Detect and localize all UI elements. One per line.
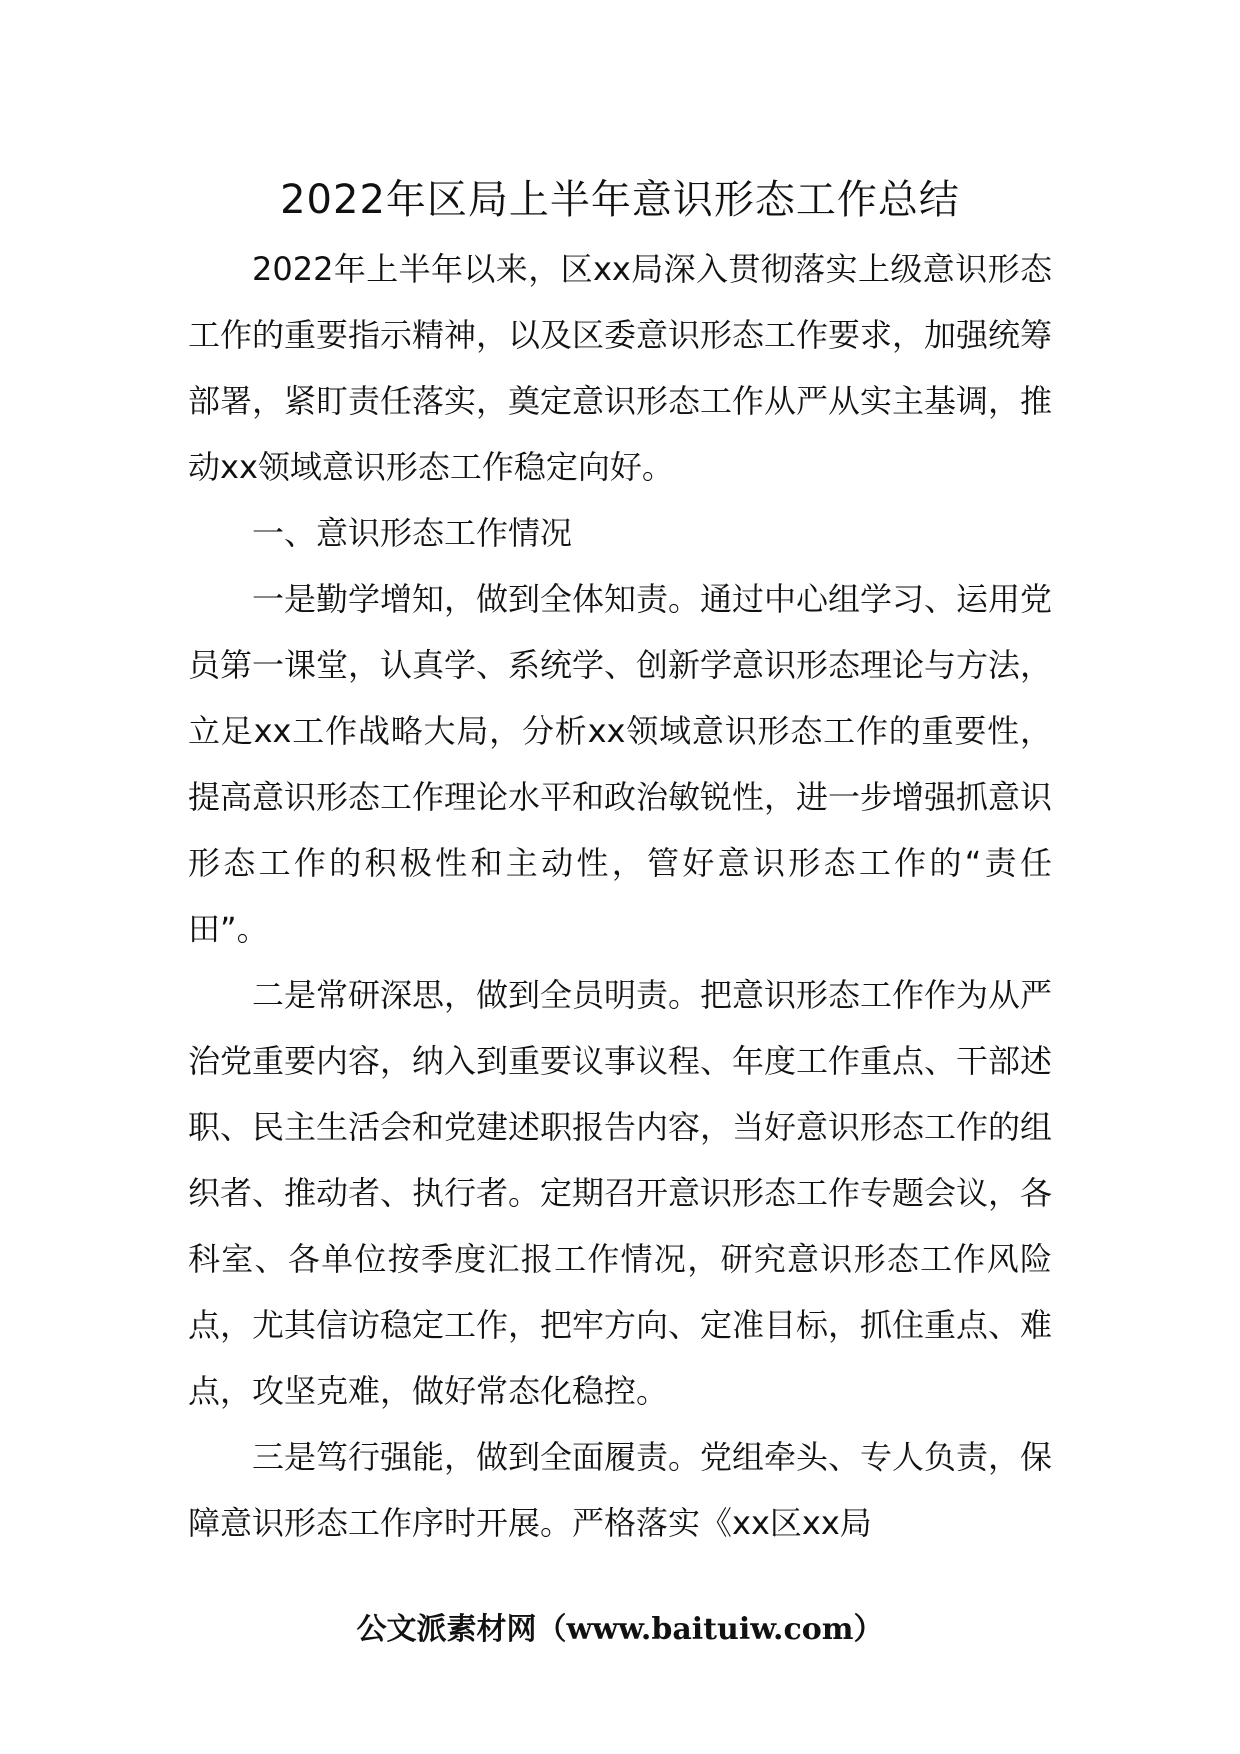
paragraph-point-one: 一是勤学增知，做到全体知责。通过中心组学习、运用党员第一课堂，认真学、系统学、创新学意识形态理论与方法，立足xx工作战略大局，分析xx领域意识形态工作的重要性，提高意识形态工作理论水平和政治敏锐性，进一步增强抓意识形态工作的积极性和主动性，管好意识形态工作的“责任田”。	[188, 580, 1053, 948]
document-body	[188, 236, 1052, 1556]
footer-watermark-text: 公文派素材网（www.baituiw.com）	[356, 1612, 884, 1647]
intro-paragraph: 2022年上半年以来，区xx局深入贯彻落实上级意识形态工作的重要指示精神，以及区委意识形态工作要求，加强统筹部署，紧盯责任落实，奠定意识形态工作从严从实主基调，推动xx领域意识形态工作稳定向好。	[188, 250, 1053, 486]
document-title: 2022年区局上半年意识形态工作总结	[280, 177, 960, 223]
paragraph-point-three: 三是笃行强能，做到全面履责。党组牵头、专人负责，保障意识形态工作序时开展。严格落实《xx区xx局	[188, 1438, 1053, 1542]
section-heading: 一、意识形态工作情况	[252, 514, 573, 552]
paragraph-point-two: 二是常研深思，做到全员明责。把意识形态工作作为从严治党重要内容，纳入到重要议事议程、年度工作重点、干部述职、民主生活会和党建述职报告内容，当好意识形态工作的组织者、推动者、执行者。定期召开意识形态工作专题会议，各科室、各单位按季度汇报工作情况，研究意识形态工作风险点，尤其信访稳定工作，把牢方向、定准目标，抓住重点、难点，攻坚克难，做好常态化稳控。	[188, 976, 1053, 1410]
